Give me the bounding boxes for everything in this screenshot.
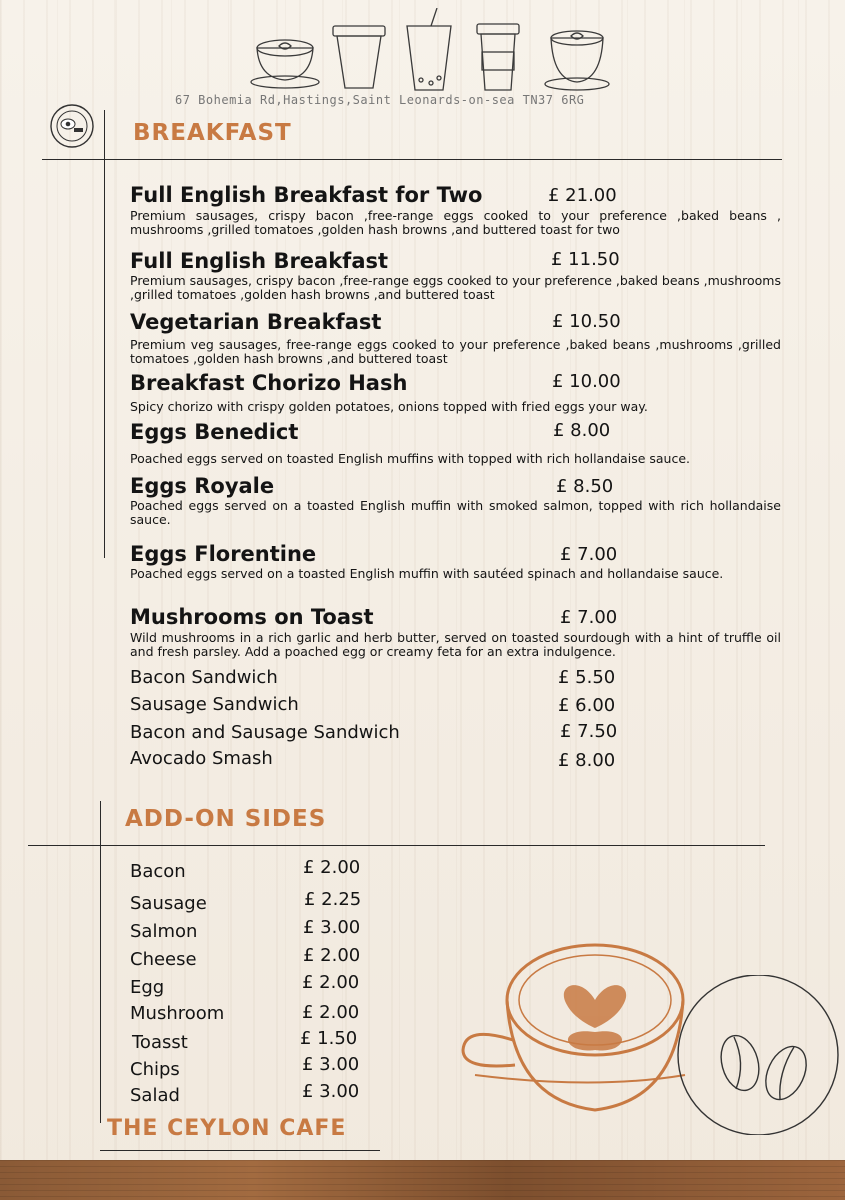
item-price: £ 8.50: [556, 476, 614, 497]
breakfast-title: BREAKFAST: [133, 120, 292, 146]
item-price: £ 7.50: [560, 721, 618, 742]
side-price: £ 2.00: [303, 945, 361, 966]
side-price: £ 1.50: [300, 1028, 358, 1049]
breakfast-vertical-rule: [104, 110, 105, 558]
side-price: £ 2.00: [303, 857, 361, 878]
item-price: £ 7.00: [560, 544, 618, 565]
side-name: Mushroom: [130, 1003, 225, 1024]
item-name: Sausage Sandwich: [130, 694, 299, 715]
coffee-cups-illustration: [245, 8, 615, 92]
sides-horizontal-rule: [28, 845, 765, 846]
item-name: Breakfast Chorizo Hash: [130, 371, 408, 395]
item-name: Avocado Smash: [130, 748, 273, 769]
item-price: £ 8.00: [558, 750, 616, 771]
item-description: Premium veg sausages, free-range eggs cooked to your preference ,baked beans ,mushrooms ,grilled tomatoes ,golden hash browns ,and buttered toast: [130, 337, 781, 366]
side-name: Chips: [130, 1059, 180, 1080]
latte-art-cup-illustration: [455, 940, 695, 1140]
item-name: Eggs Benedict: [130, 420, 299, 444]
item-price: £ 10.50: [552, 311, 621, 332]
coffee-beans-icon: [670, 975, 840, 1135]
side-name: Egg: [130, 977, 165, 998]
side-price: £ 2.00: [302, 1002, 360, 1023]
side-name: Toasst: [132, 1032, 188, 1053]
item-name: Bacon Sandwich: [130, 667, 278, 688]
side-price: £ 3.00: [302, 1054, 360, 1075]
item-price: £ 6.00: [558, 695, 616, 716]
item-name: Full English Breakfast for Two: [130, 183, 483, 207]
sides-vertical-rule: [100, 801, 101, 1123]
item-price: £ 7.00: [560, 607, 618, 628]
cafe-name: THE CEYLON CAFE: [107, 1116, 347, 1141]
sides-title: ADD-ON SIDES: [125, 806, 327, 832]
item-price: £ 11.50: [551, 249, 620, 270]
item-price: £ 10.00: [552, 371, 621, 392]
side-name: Cheese: [130, 949, 197, 970]
item-name: Mushrooms on Toast: [130, 605, 374, 629]
address: 67 Bohemia Rd,Hastings,Saint Leonards-on-sea TN37 6RG: [175, 93, 585, 107]
breakfast-plate-icon: [48, 102, 96, 150]
item-name: Vegetarian Breakfast: [130, 310, 382, 334]
item-name: Bacon and Sausage Sandwich: [130, 722, 400, 743]
side-price: £ 2.25: [304, 889, 362, 910]
item-name: Full English Breakfast: [130, 249, 389, 273]
item-description: Poached eggs served on a toasted English muffin with smoked salmon, topped with rich hollandaise sauce.: [130, 498, 781, 527]
side-price: £ 3.00: [302, 1081, 360, 1102]
item-name: Eggs Florentine: [130, 542, 317, 566]
footer-rule: [100, 1150, 380, 1151]
side-name: Salad: [130, 1085, 180, 1106]
breakfast-horizontal-rule: [42, 159, 782, 160]
side-price: £ 2.00: [302, 972, 360, 993]
side-name: Salmon: [130, 921, 198, 942]
item-price: £ 21.00: [548, 185, 617, 206]
side-price: £ 3.00: [303, 917, 361, 938]
item-description: Premium sausages, crispy bacon ,free-range eggs cooked to your preference ,baked beans , mushrooms ,grilled tomatoes ,golden hash browns ,and buttered toast for two: [130, 208, 781, 237]
side-name: Sausage: [130, 893, 207, 914]
item-description: Premium sausages, crispy bacon ,free-range eggs cooked to your preference ,baked beans ,mushrooms ,grilled tomatoes ,golden hash browns ,and buttered toast: [130, 273, 781, 302]
item-price: £ 8.00: [553, 420, 611, 441]
item-price: £ 5.50: [558, 667, 616, 688]
side-name: Bacon: [130, 861, 186, 882]
item-name: Eggs Royale: [130, 474, 275, 498]
item-description: Poached eggs served on a toasted English muffin with sautéed spinach and hollandaise sauce.: [130, 566, 724, 581]
item-description: Spicy chorizo with crispy golden potatoes, onions topped with fried eggs your way.: [130, 399, 648, 414]
item-description: Wild mushrooms in a rich garlic and herb butter, served on toasted sourdough with a hint of truffle oil and fresh parsley. Add a poached egg or creamy feta for an extra indulgence.: [130, 630, 781, 659]
wood-floor-band: [0, 1160, 845, 1200]
item-description: Poached eggs served on toasted English muffins with topped with rich hollandaise sauce.: [130, 451, 690, 466]
